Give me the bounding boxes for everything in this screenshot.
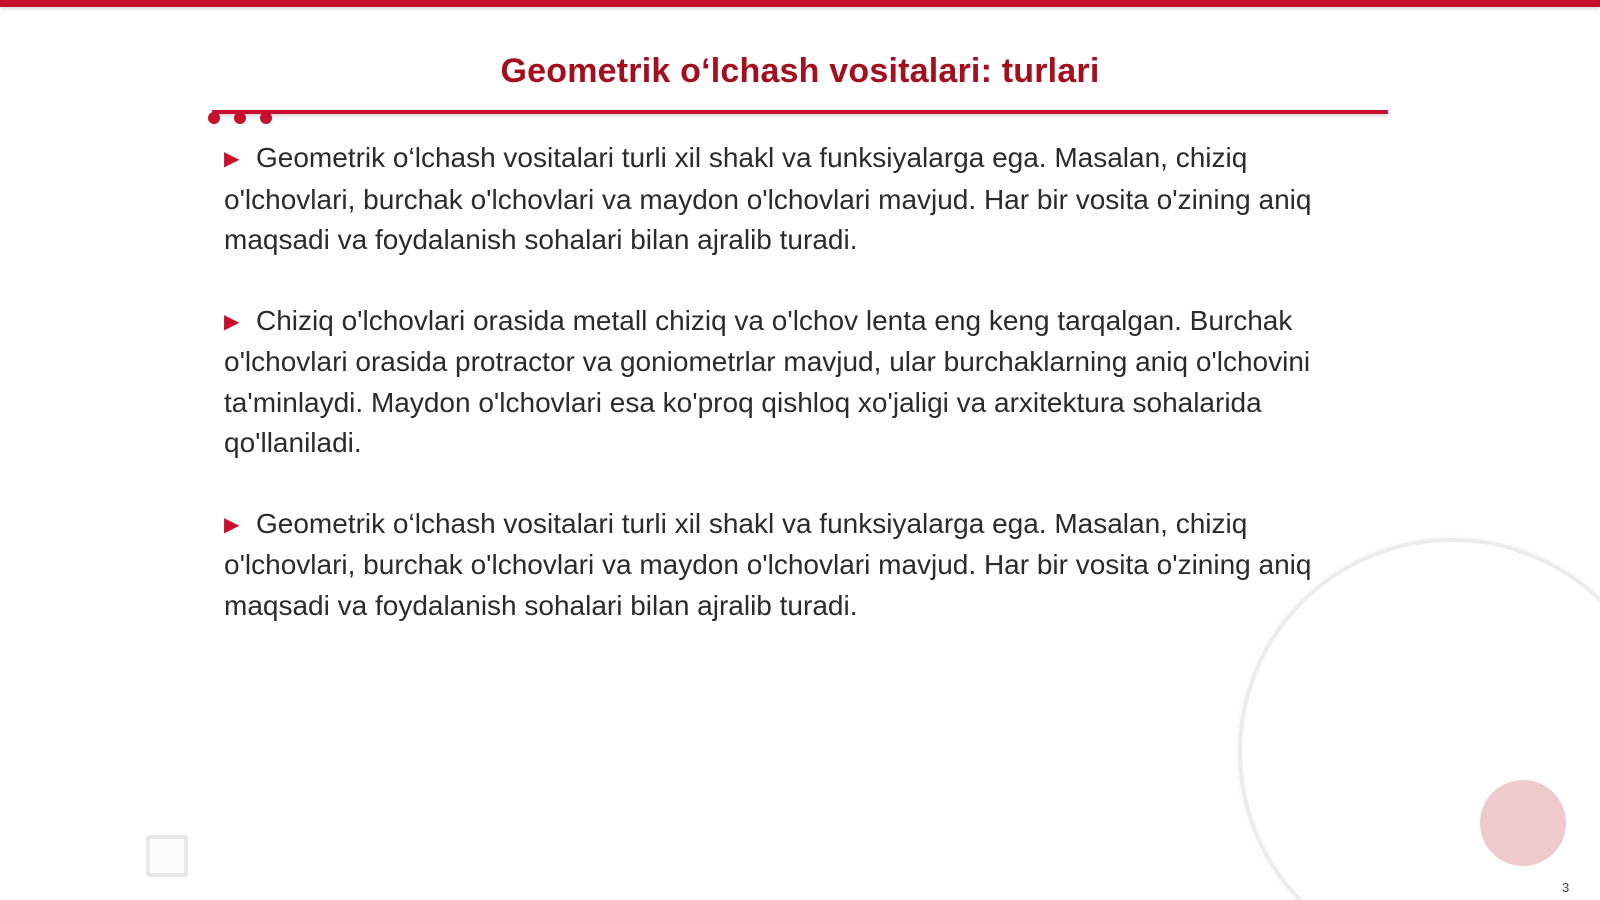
bullet-arrow-icon: ▶	[224, 513, 240, 536]
slide-title: Geometrik o‘lchash vositalari: turlari	[500, 52, 1100, 90]
paragraph-text: Geometrik o‘lchash vositalari turli xil shakl va funksiyalarga ega. Masalan, chiziq o'lchovlari, burchak o'lchovlari va maydon o'lchovlari mavjud. Har bir vosita o'zining aniq maqsadi va foydalanish sohalari bilan ajralib turadi.	[224, 507, 1312, 621]
bullet-paragraph-1	[224, 138, 1374, 261]
decorative-pink-circle	[1480, 780, 1566, 866]
title-dot-3	[260, 112, 272, 124]
bullet-arrow-icon: ▶	[224, 310, 240, 333]
title-dot-1	[208, 112, 220, 124]
decorative-square	[146, 835, 188, 877]
title-dot-2	[234, 112, 246, 124]
title-underline	[212, 110, 1388, 114]
page-number: 3	[1562, 880, 1570, 895]
bullet-list	[224, 138, 1374, 666]
bullet-paragraph-3	[224, 504, 1374, 627]
bullet-arrow-icon: ▶	[224, 148, 240, 170]
paragraph-text: Chiziq o'lchovlari orasida metall chiziq va o'lchov lenta eng keng tarqalgan. Burchak o'lchovlari orasida protractor va goniometrlar mavjud, ular burchaklarning aniq o'lchovini ta'minlaydi. Maydon o'lchovlari esa ko'proq qishloq xo'jaligi va arxitektura sohalarida qo'llaniladi.	[224, 304, 1311, 458]
bullet-paragraph-2	[224, 301, 1374, 464]
paragraph-text: Geometrik o‘lchash vositalari turli xil shakl va funksiyalarga ega. Masalan, chiziq o'lchovlari, burchak o'lchovlari va maydon o'lchovlari mavjud. Har bir vosita o'zining aniq maqsadi va foydalanish sohalari bilan ajralib turadi.	[224, 142, 1312, 255]
top-accent-bar	[0, 0, 1600, 7]
